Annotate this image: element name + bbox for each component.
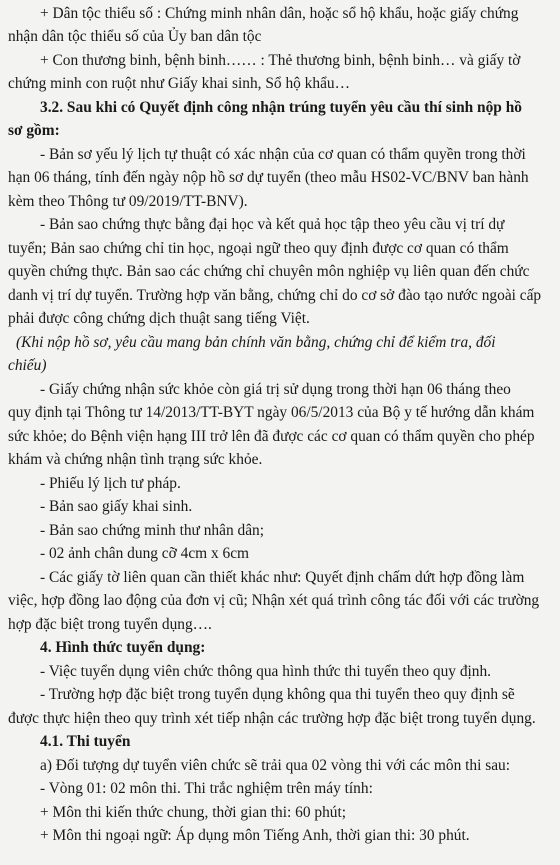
section-heading: 4.1. Thi tuyển — [40, 733, 131, 750]
list-item: - 02 ảnh chân dung cỡ 4cm x 6cm — [40, 545, 250, 562]
list-item: - Bản sao chứng minh thư nhân dân; — [40, 522, 264, 539]
text-line: + Dân tộc thiểu số : Chứng minh nhân dân, hoặc sổ hộ khẩu, hoặc giấy chứng — [40, 5, 519, 22]
text-line: - Vòng 01: 02 môn thi. Thi trắc nghiệm trên máy tính: — [40, 780, 373, 797]
text-line: sức khỏe; do Bệnh viện hạng III trở lên đã được các cơ quan có thẩm quyền cho phép — [8, 428, 535, 445]
text-line: hợp đặc biệt trong tuyển dụng…. — [8, 616, 212, 633]
text-line: kèm theo Thông tư 09/2019/TT-BNV). — [8, 193, 248, 210]
text-line: được thực hiện theo quy trình xét tiếp nhận các trường hợp đặc biệt trong tuyển dụng. — [8, 710, 536, 727]
text-line: + Môn thi kiến thức chung, thời gian thi: 60 phút; — [40, 804, 347, 821]
text-line: việc, hợp đồng lao động của đơn vị cũ; Nhận xét quá trình công tác đối với các trường — [8, 592, 540, 609]
section-heading: sơ gồm: — [8, 122, 60, 139]
text-line: - Việc tuyển dụng viên chức thông qua hình thức thi tuyển theo quy định. — [40, 663, 492, 680]
text-line: - Các giấy tờ liên quan cần thiết khác như: Quyết định chấm dứt hợp đồng làm — [40, 569, 525, 586]
text-line: chứng minh con ruột như Giấy khai sinh, Sổ hộ khẩu… — [8, 75, 350, 92]
text-line: hạn 06 tháng, tính đến ngày nộp hồ sơ dự tuyển (theo mẫu HS02-VC/BNV ban hành — [8, 169, 529, 186]
text-line: phải được công chứng dịch thuật sang tiếng Việt. — [8, 310, 310, 327]
note-line: (Khi nộp hồ sơ, yêu cầu mang bản chính văn bằng, chứng chỉ để kiểm tra, đối — [16, 334, 496, 351]
text-line: + Con thương binh, bệnh binh…… : Thẻ thương binh, bệnh binh… và giấy tờ — [40, 52, 521, 69]
text-line: a) Đối tượng dự tuyển viên chức sẽ trải qua 02 vòng thi với các môn thi sau: — [40, 757, 511, 774]
text-line: quyền chứng thực. Bản sao các chứng chỉ chuyên môn nghiệp vụ liên quan đến chức — [8, 263, 530, 280]
text-line: + Môn thi ngoại ngữ: Áp dụng môn Tiếng Anh, thời gian thi: 30 phút. — [40, 827, 470, 844]
note-line: chiếu) — [8, 357, 47, 374]
text-line: - Bản sao chứng thực bằng đại học và kết quả học tập theo yêu cầu vị trí dự — [40, 216, 505, 233]
text-line: - Giấy chứng nhận sức khỏe còn giá trị sử dụng trong thời hạn 06 tháng theo — [40, 381, 511, 398]
list-item: - Phiếu lý lịch tư pháp. — [40, 475, 181, 492]
text-line: - Bản sơ yếu lý lịch tự thuật có xác nhận của cơ quan có thẩm quyền trong thời — [40, 146, 526, 163]
text-line: tuyển; Bản sao chứng chỉ tin học, ngoại ngữ theo quy định được cơ quan có thẩm — [8, 240, 509, 257]
text-line: danh vị trí dự tuyển. Trường hợp văn bằng, chứng chỉ do cơ sở đào tạo nước ngoài cấp — [8, 287, 542, 304]
text-line: nhận dân tộc thiểu số của Ủy ban dân tộc — [8, 28, 262, 45]
text-line: khám và chứng nhận tình trạng sức khỏe. — [8, 451, 263, 468]
list-item: - Bản sao giấy khai sinh. — [40, 498, 193, 515]
section-heading: 4. Hình thức tuyển dụng: — [40, 639, 206, 656]
text-line: quy định tại Thông tư 14/2013/TT-BYT ngày 06/5/2013 của Bộ y tế hướng dẫn khám — [8, 404, 535, 421]
section-heading: 3.2. Sau khi có Quyết định công nhận trúng tuyển yêu cầu thí sinh nộp hồ — [40, 99, 522, 116]
text-line: - Trường hợp đặc biệt trong tuyển dụng không qua thi tuyển theo quy định sẽ — [40, 686, 515, 703]
